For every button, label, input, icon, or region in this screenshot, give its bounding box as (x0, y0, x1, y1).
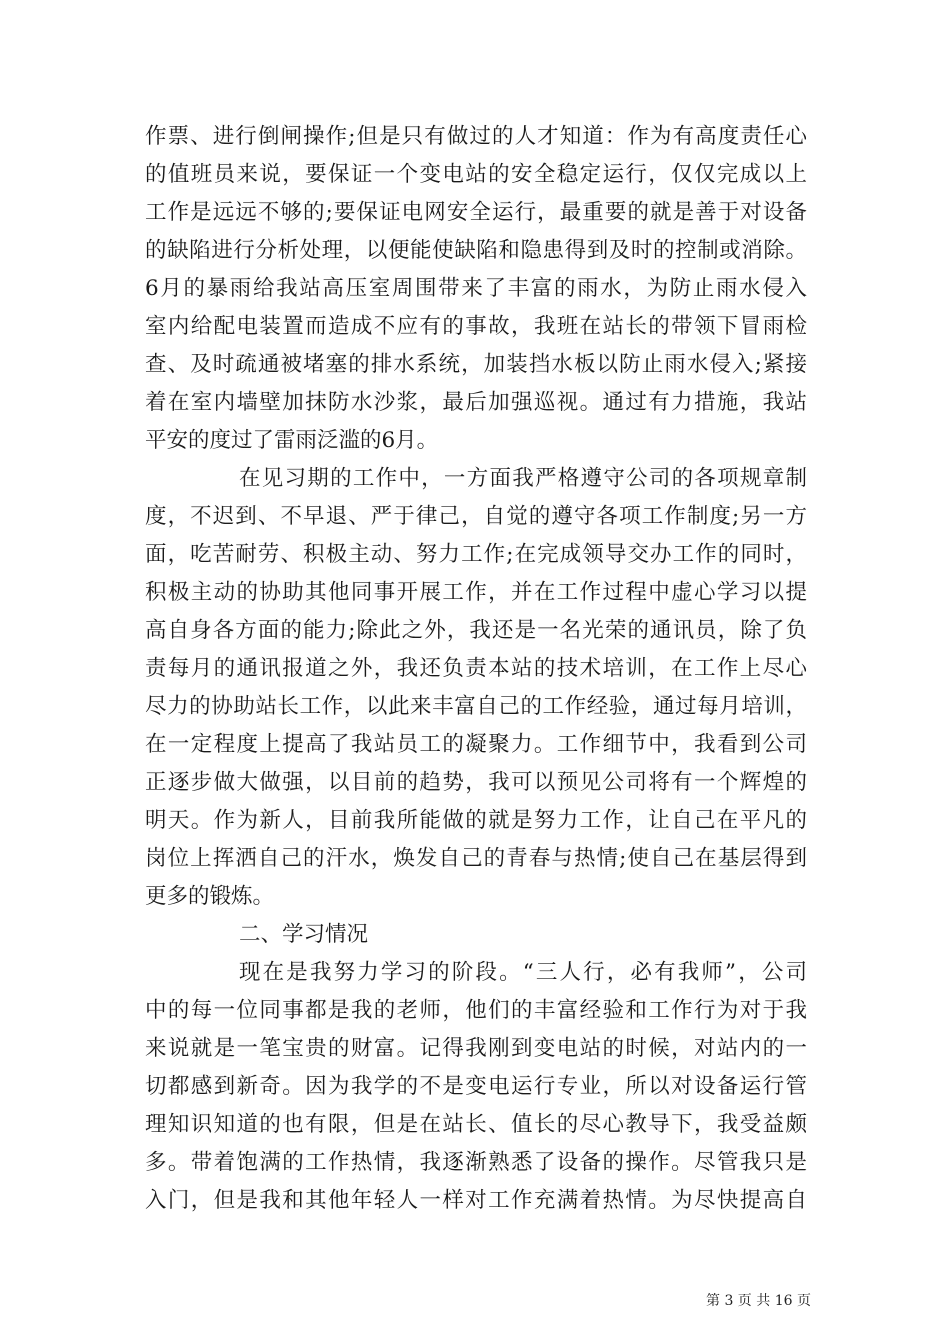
text-line: 在见习期的工作中，一方面我严格遵守公司的各项规章制 (239, 466, 807, 491)
paragraph (145, 118, 807, 460)
text-line: 更多的锻炼。 (145, 884, 275, 909)
text-line: 尽力的协助站长工作，以此来丰富自己的工作经验，通过每月培训， (145, 694, 807, 719)
text-line: 平安的度过了雷雨泛滥的6月。 (145, 428, 439, 453)
text-line: 工作是远远不够的;要保证电网安全运行，最重要的就是善于对设备 (145, 200, 807, 225)
text-line: 室内给配电装置而造成不应有的事故，我班在站长的带领下冒雨检 (145, 314, 807, 339)
text-line: 来说就是一笔宝贵的财富。记得我刚到变电站的时候，对站内的一 (145, 1036, 807, 1061)
text-line: 面，吃苦耐劳、积极主动、努力工作;在完成领导交办工作的同时， (145, 542, 807, 567)
text-line: 明天。作为新人，目前我所能做的就是努力工作，让自己在平凡的 (145, 808, 807, 833)
text-line: 正逐步做大做强，以目前的趋势，我可以预见公司将有一个辉煌的 (145, 770, 807, 795)
text-line: 的缺陷进行分析处理，以便能使缺陷和隐患得到及时的控制或消除。 (145, 238, 807, 263)
document-body (145, 118, 807, 1220)
text-line: 责每月的通讯报道之外，我还负责本站的技术培训，在工作上尽心 (145, 656, 807, 681)
text-line: 二、学习情况 (239, 922, 369, 947)
paragraph (145, 916, 807, 954)
text-line: 多。带着饱满的工作热情，我逐渐熟悉了设备的操作。尽管我只是 (145, 1150, 807, 1175)
paragraph (145, 460, 807, 916)
text-line: 的值班员来说，要保证一个变电站的安全稳定运行，仅仅完成以上 (145, 162, 807, 187)
paragraph (145, 954, 807, 1220)
text-line: 积极主动的协助其他同事开展工作，并在工作过程中虚心学习以提 (145, 580, 807, 605)
text-line: 度，不迟到、不早退、严于律己，自觉的遵守各项工作制度;另一方 (145, 504, 807, 529)
text-line: 高自身各方面的能力;除此之外，我还是一名光荣的通讯员，除了负 (145, 618, 807, 643)
text-line: 入门，但是我和其他年轻人一样对工作充满着热情。为尽快提高自 (145, 1188, 807, 1213)
text-line: 现在是我努力学习的阶段。“三人行，必有我师”，公司 (239, 960, 807, 985)
text-line: 查、及时疏通被堵塞的排水系统，加装挡水板以防止雨水侵入;紧接 (145, 352, 807, 377)
text-line: 切都感到新奇。因为我学的不是变电运行专业，所以对设备运行管 (145, 1074, 807, 1099)
page-number-footer: 第 3 页 共 16 页 (706, 1293, 811, 1309)
text-line: 理知识知道的也有限，但是在站长、值长的尽心教导下，我受益颇 (145, 1112, 807, 1137)
text-line: 岗位上挥洒自己的汗水，焕发自己的青春与热情;使自己在基层得到 (145, 846, 807, 871)
text-line: 在一定程度上提高了我站员工的凝聚力。工作细节中，我看到公司 (145, 732, 807, 757)
text-line: 着在室内墙壁加抹防水沙浆，最后加强巡视。通过有力措施，我站 (145, 390, 807, 415)
text-line: 中的每一位同事都是我的老师，他们的丰富经验和工作行为对于我 (145, 998, 807, 1023)
text-line: 作票、进行倒闸操作;但是只有做过的人才知道：作为有高度责任心 (145, 124, 807, 149)
text-line: 6月的暴雨给我站高压室周围带来了丰富的雨水，为防止雨水侵入 (145, 276, 807, 301)
